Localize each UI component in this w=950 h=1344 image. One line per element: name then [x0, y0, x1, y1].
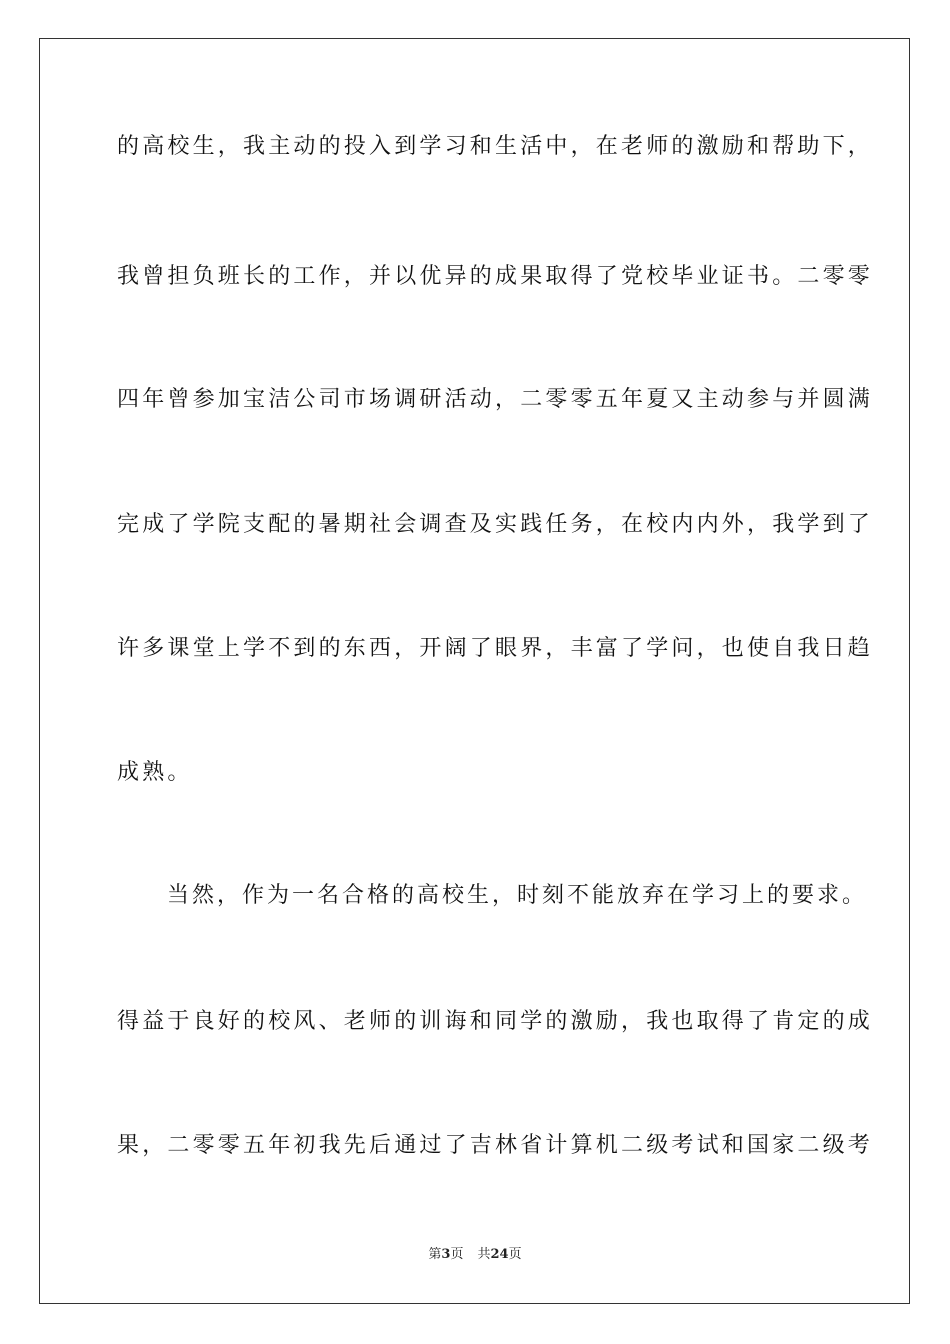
page-suffix: 页 — [450, 1247, 464, 1262]
text-line: 完成了学院支配的暑期社会调查及实践任务，在校内内外，我学到了 — [117, 512, 874, 537]
page-footer — [0, 1246, 950, 1264]
page-number: 3 — [441, 1247, 451, 1262]
page-prefix: 第 — [428, 1247, 442, 1262]
text-line: 我曾担负班长的工作，并以优异的成果取得了党校毕业证书。二零零 — [117, 264, 874, 289]
text-line: 成熟。 — [117, 760, 193, 785]
text-line: 的高校生，我主动的投入到学习和生活中，在老师的激励和帮助下， — [117, 134, 874, 159]
text-line: 当然，作为一名合格的高校生，时刻不能放弃在学习上的要求。 — [117, 883, 868, 908]
total-pages: 24 — [490, 1247, 509, 1262]
text-line: 得益于良好的校风、老师的训诲和同学的激励，我也取得了肯定的成 — [117, 1009, 874, 1034]
total-suffix: 页 — [508, 1247, 522, 1262]
page-border — [39, 38, 910, 1304]
text-line: 四年曾参加宝洁公司市场调研活动，二零零五年夏又主动参与并圆满 — [117, 387, 874, 412]
text-line: 许多课堂上学不到的东西，开阔了眼界，丰富了学问，也使自我日趋 — [117, 636, 874, 661]
total-prefix: 共 — [477, 1247, 491, 1262]
text-line: 果，二零零五年初我先后通过了吉林省计算机二级考试和国家二级考 — [117, 1133, 874, 1158]
